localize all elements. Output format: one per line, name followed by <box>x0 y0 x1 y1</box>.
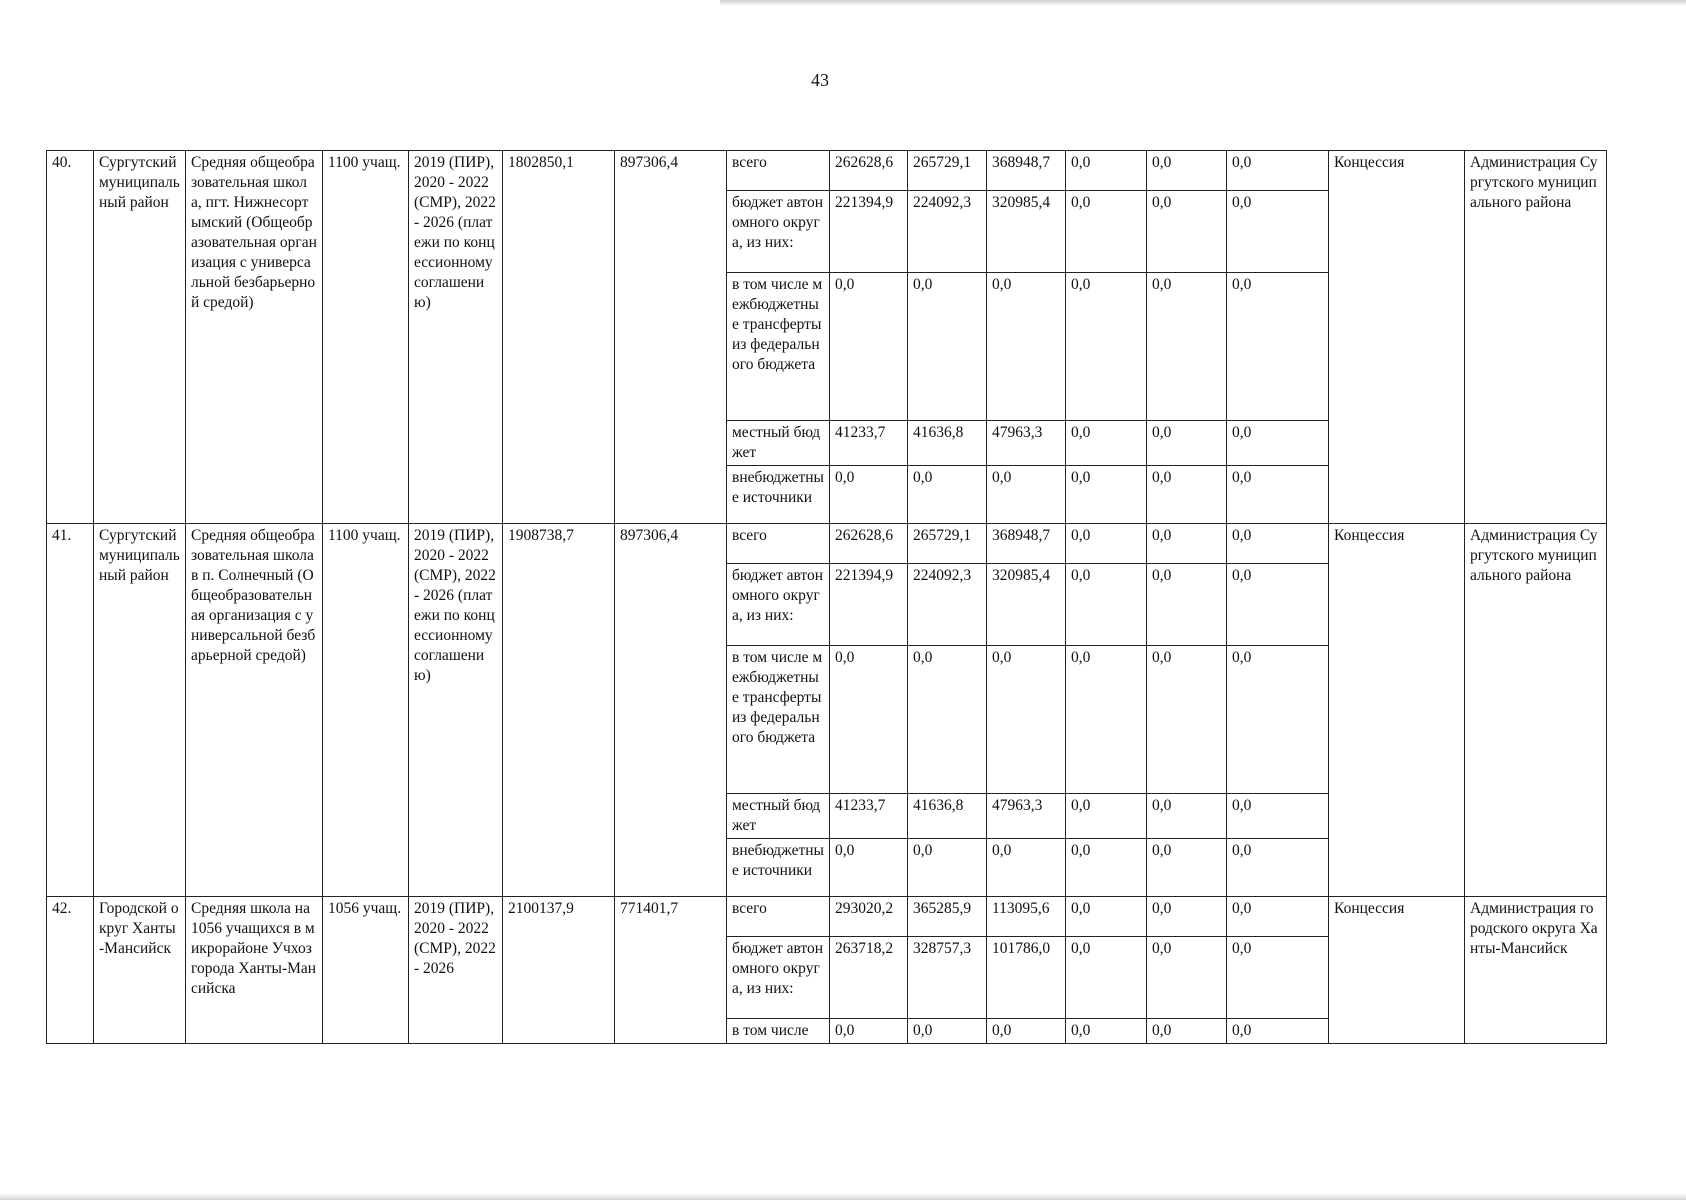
funding-value-cell: 0,0 <box>1147 524 1227 564</box>
funding-value-cell: 0,0 <box>1147 564 1227 646</box>
funding-value-cell: 320985,4 <box>987 564 1066 646</box>
row-number: 40. <box>47 151 94 524</box>
funding-source-cell: в том числе межбюджетные трансферты из федерального бюджета <box>727 273 830 421</box>
funding-value-cell: 0,0 <box>1147 191 1227 273</box>
funding-value-cell: 41636,8 <box>908 421 987 466</box>
remaining-cost-cell: 897306,4 <box>615 151 727 524</box>
implementation-form-cell: Концессия <box>1329 524 1465 897</box>
object-name-cell: Средняя общеобразовательная школа, пгт. Нижнесортымский (Общеобразовательная организация с универсальной безбарьерной средой) <box>186 151 323 524</box>
funding-value-cell: 0,0 <box>1066 646 1147 794</box>
funding-source-cell: внебюджетные источники <box>727 839 830 897</box>
funding-value-cell: 265729,1 <box>908 524 987 564</box>
municipality-cell: Сургутский муниципальный район <box>94 524 186 897</box>
funding-value-cell: 0,0 <box>830 839 908 897</box>
funding-value-cell: 265729,1 <box>908 151 987 191</box>
implementation-form-cell: Концессия <box>1329 151 1465 524</box>
funding-value-cell: 0,0 <box>1066 191 1147 273</box>
municipality-cell: Сургутский муниципальный район <box>94 151 186 524</box>
funding-value-cell: 0,0 <box>1227 151 1329 191</box>
funding-value-cell: 0,0 <box>1147 897 1227 937</box>
funding-value-cell: 0,0 <box>908 466 987 524</box>
funding-value-cell: 365285,9 <box>908 897 987 937</box>
funding-source-cell: в том числе <box>727 1019 830 1044</box>
funding-value-cell: 0,0 <box>1066 524 1147 564</box>
funding-value-cell: 0,0 <box>987 466 1066 524</box>
funding-value-cell: 0,0 <box>1227 646 1329 794</box>
funding-source-cell: в том числе межбюджетные трансферты из федерального бюджета <box>727 646 830 794</box>
funding-value-cell: 47963,3 <box>987 421 1066 466</box>
funding-value-cell: 0,0 <box>1227 421 1329 466</box>
funding-value-cell: 0,0 <box>1066 273 1147 421</box>
page-number: 43 <box>811 70 829 90</box>
funding-value-cell: 113095,6 <box>987 897 1066 937</box>
funding-value-cell: 0,0 <box>987 273 1066 421</box>
funding-value-cell: 0,0 <box>1147 151 1227 191</box>
funding-value-cell: 0,0 <box>1066 466 1147 524</box>
funding-value-cell: 0,0 <box>1147 421 1227 466</box>
funding-value-cell: 0,0 <box>1066 1019 1147 1044</box>
funding-source-cell: местный бюджет <box>727 421 830 466</box>
funding-value-cell: 368948,7 <box>987 151 1066 191</box>
funding-value-cell: 0,0 <box>987 646 1066 794</box>
capacity-cell: 1056 учащ. <box>323 897 409 1044</box>
funding-value-cell: 0,0 <box>1227 794 1329 839</box>
table-row <box>47 897 1607 937</box>
funding-value-cell: 0,0 <box>830 466 908 524</box>
implementation-form-cell: Концессия <box>1329 897 1465 1044</box>
funding-source-cell: всего <box>727 897 830 937</box>
scan-edge-top <box>720 0 1686 6</box>
funding-value-cell: 0,0 <box>830 1019 908 1044</box>
funding-value-cell: 0,0 <box>1066 794 1147 839</box>
funding-value-cell: 0,0 <box>987 1019 1066 1044</box>
funding-value-cell: 0,0 <box>1147 273 1227 421</box>
funding-value-cell: 0,0 <box>1227 937 1329 1019</box>
scan-edge-bottom <box>0 1193 1686 1200</box>
funding-source-cell: бюджет автономного округа, из них: <box>727 937 830 1019</box>
funding-value-cell: 0,0 <box>908 839 987 897</box>
funding-source-cell: местный бюджет <box>727 794 830 839</box>
funding-value-cell: 0,0 <box>830 273 908 421</box>
funding-value-cell: 0,0 <box>1227 466 1329 524</box>
funding-value-cell: 221394,9 <box>830 564 908 646</box>
table-body <box>47 151 1607 1044</box>
funding-value-cell: 0,0 <box>908 646 987 794</box>
funding-source-cell: всего <box>727 524 830 564</box>
funding-value-cell: 41233,7 <box>830 421 908 466</box>
row-number: 42. <box>47 897 94 1044</box>
funding-value-cell: 0,0 <box>1066 937 1147 1019</box>
remaining-cost-cell: 897306,4 <box>615 524 727 897</box>
funding-value-cell: 41636,8 <box>908 794 987 839</box>
funding-value-cell: 368948,7 <box>987 524 1066 564</box>
total-cost-cell: 2100137,9 <box>503 897 615 1044</box>
funding-value-cell: 0,0 <box>830 646 908 794</box>
funding-value-cell: 0,0 <box>1066 564 1147 646</box>
funding-value-cell: 262628,6 <box>830 524 908 564</box>
funding-value-cell: 0,0 <box>1066 897 1147 937</box>
funding-value-cell: 0,0 <box>987 839 1066 897</box>
funding-value-cell: 0,0 <box>1147 937 1227 1019</box>
row-number: 41. <box>47 524 94 897</box>
funding-value-cell: 101786,0 <box>987 937 1066 1019</box>
object-name-cell: Средняя общеобразовательная школа в п. Солнечный (Общеобразовательная организация с универсальной безбарьерной средой) <box>186 524 323 897</box>
funding-source-cell: бюджет автономного округа, из них: <box>727 191 830 273</box>
municipality-cell: Городской округ Ханты-Мансийск <box>94 897 186 1044</box>
responsible-body-cell: Администрация Сургутского муниципального района <box>1465 151 1607 524</box>
funding-value-cell: 47963,3 <box>987 794 1066 839</box>
funding-value-cell: 0,0 <box>1066 839 1147 897</box>
implementation-period-cell: 2019 (ПИР), 2020 - 2022 (СМР), 2022 - 2026 (платежи по концессионному соглашению) <box>409 151 503 524</box>
funding-value-cell: 0,0 <box>908 273 987 421</box>
funding-value-cell: 293020,2 <box>830 897 908 937</box>
funding-value-cell: 0,0 <box>1147 466 1227 524</box>
funding-value-cell: 262628,6 <box>830 151 908 191</box>
funding-value-cell: 0,0 <box>1227 564 1329 646</box>
implementation-period-cell: 2019 (ПИР), 2020 - 2022 (СМР), 2022 - 2026 <box>409 897 503 1044</box>
funding-value-cell: 0,0 <box>1227 897 1329 937</box>
total-cost-cell: 1908738,7 <box>503 524 615 897</box>
funding-value-cell: 0,0 <box>1227 524 1329 564</box>
table-row <box>47 151 1607 191</box>
funding-value-cell: 221394,9 <box>830 191 908 273</box>
remaining-cost-cell: 771401,7 <box>615 897 727 1044</box>
object-name-cell: Средняя школа на 1056 учащихся в микрорайоне Учхоз города Ханты-Мансийска <box>186 897 323 1044</box>
funding-value-cell: 0,0 <box>1227 1019 1329 1044</box>
funding-value-cell: 328757,3 <box>908 937 987 1019</box>
funding-value-cell: 224092,3 <box>908 191 987 273</box>
funding-source-cell: всего <box>727 151 830 191</box>
funding-value-cell: 263718,2 <box>830 937 908 1019</box>
funding-source-cell: внебюджетные источники <box>727 466 830 524</box>
funding-value-cell: 41233,7 <box>830 794 908 839</box>
capacity-cell: 1100 учащ. <box>323 151 409 524</box>
responsible-body-cell: Администрация городского округа Ханты-Мансийск <box>1465 897 1607 1044</box>
funding-value-cell: 0,0 <box>1066 421 1147 466</box>
funding-value-cell: 224092,3 <box>908 564 987 646</box>
funding-value-cell: 0,0 <box>1066 151 1147 191</box>
table-viewport <box>46 150 1612 1056</box>
funding-value-cell: 0,0 <box>1147 839 1227 897</box>
funding-value-cell: 0,0 <box>1227 191 1329 273</box>
funding-value-cell: 0,0 <box>1147 1019 1227 1044</box>
funding-value-cell: 0,0 <box>1147 646 1227 794</box>
funding-value-cell: 0,0 <box>908 1019 987 1044</box>
capacity-cell: 1100 учащ. <box>323 524 409 897</box>
responsible-body-cell: Администрация Сургутского муниципального района <box>1465 524 1607 897</box>
investment-projects-table <box>46 150 1607 1044</box>
funding-value-cell: 0,0 <box>1147 794 1227 839</box>
total-cost-cell: 1802850,1 <box>503 151 615 524</box>
funding-value-cell: 0,0 <box>1227 839 1329 897</box>
table-row <box>47 524 1607 564</box>
funding-source-cell: бюджет автономного округа, из них: <box>727 564 830 646</box>
implementation-period-cell: 2019 (ПИР), 2020 - 2022 (СМР), 2022 - 2026 (платежи по концессионному соглашению) <box>409 524 503 897</box>
funding-value-cell: 0,0 <box>1227 273 1329 421</box>
funding-value-cell: 320985,4 <box>987 191 1066 273</box>
